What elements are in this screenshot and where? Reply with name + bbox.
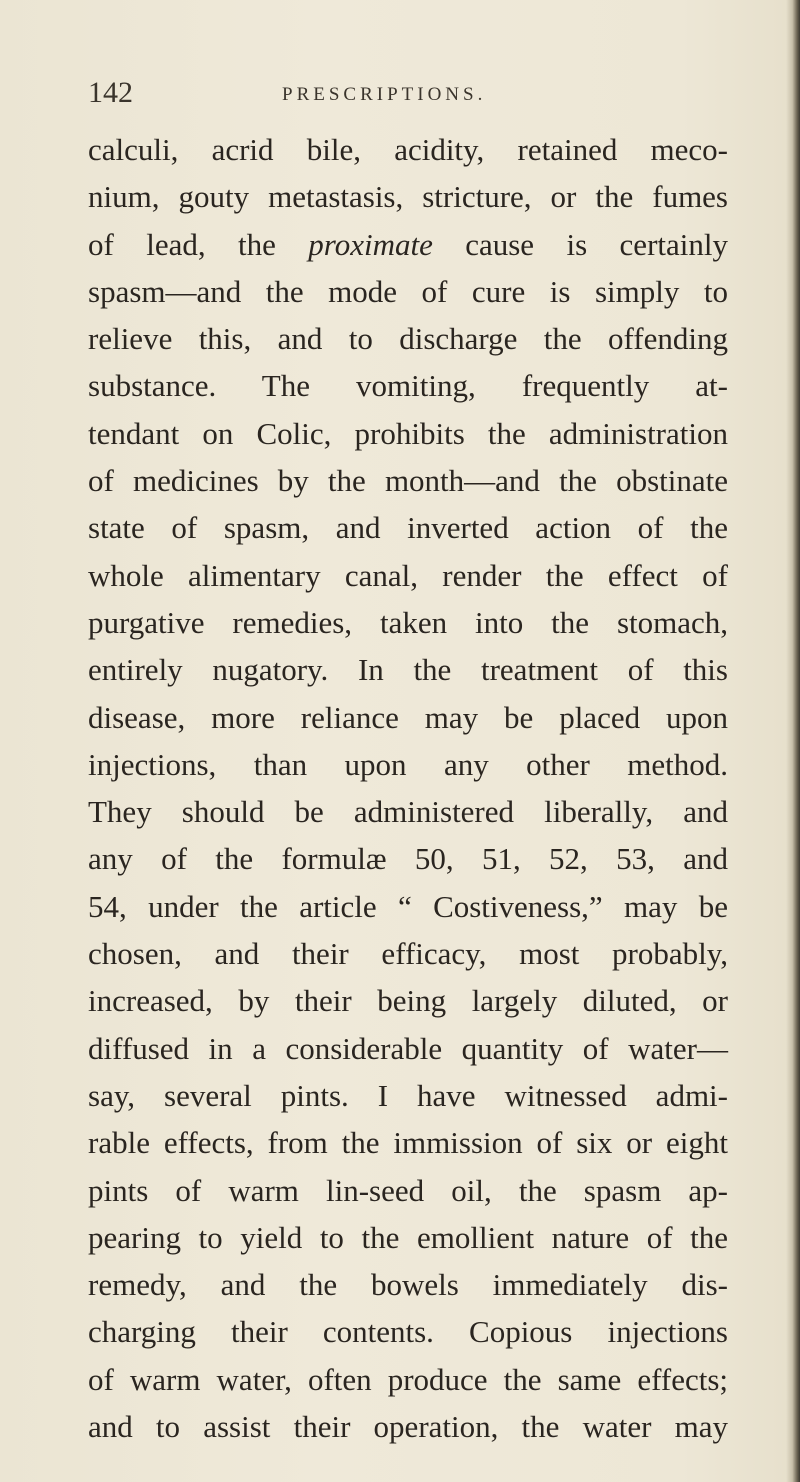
running-head: PRESCRIPTIONS. — [282, 84, 487, 105]
text-line: calculi, acrid bile, acidity, retained meco- — [88, 132, 728, 167]
emphasis-proximate: proximate — [308, 226, 433, 262]
page-edge-shadow — [786, 0, 800, 1482]
text-line: purgative remedies, taken into the stomach, — [88, 604, 728, 640]
text-line: nium, gouty metastasis, stricture, or the fumes — [88, 179, 728, 215]
text-line: increased, by their being largely diluted, or — [88, 983, 728, 1019]
text-line: remedy, and the bowels immediately dis- — [88, 1267, 728, 1303]
text-line: say, several pints. I have witnessed admi- — [88, 1077, 728, 1113]
text-line: of warm water, often produce the same effects; — [88, 1361, 728, 1397]
text-line-fragment: of lead, the — [88, 226, 309, 262]
text-line: charging their contents. Copious injections — [88, 1314, 728, 1350]
text-line: They should be administered liberally, and — [88, 794, 728, 830]
text-line-fragment: cause is certainly — [432, 226, 728, 262]
text-line: rable effects, from the immission of six or eight — [88, 1125, 728, 1161]
text-line: disease, more reliance may be placed upon — [88, 699, 728, 735]
text-line: tendant on Colic, prohibits the administration — [88, 415, 728, 451]
text-line: pints of warm lin-seed oil, the spasm ap- — [88, 1172, 728, 1208]
text-line: injections, than upon any other method. — [88, 746, 728, 782]
body-text — [88, 126, 728, 1450]
text-line: pearing to yield to the emollient nature of the — [88, 1219, 728, 1255]
text-line: substance. The vomiting, frequently at- — [88, 368, 728, 404]
page-header — [0, 76, 800, 116]
text-line: state of spasm, and inverted action of the — [88, 510, 728, 546]
text-line: entirely nugatory. In the treatment of this — [88, 652, 728, 688]
text-line: and to assist their operation, the water may — [88, 1409, 728, 1445]
text-line: chosen, and their efficacy, most probably, — [88, 936, 728, 972]
text-line: any of the formulæ 50, 51, 52, 53, and — [88, 841, 728, 877]
text-line: spasm—and the mode of cure is simply to — [88, 273, 728, 309]
text-line: of medicines by the month—and the obstinate — [88, 463, 728, 499]
text-line: relieve this, and to discharge the offending — [88, 321, 728, 357]
text-line: diffused in a considerable quantity of water— — [88, 1030, 728, 1066]
text-line — [88, 221, 728, 268]
text-line: whole alimentary canal, render the effect of — [88, 557, 728, 593]
page-number: 142 — [88, 76, 133, 109]
text-line: 54, under the article “ Costiveness,” may be — [88, 888, 728, 924]
